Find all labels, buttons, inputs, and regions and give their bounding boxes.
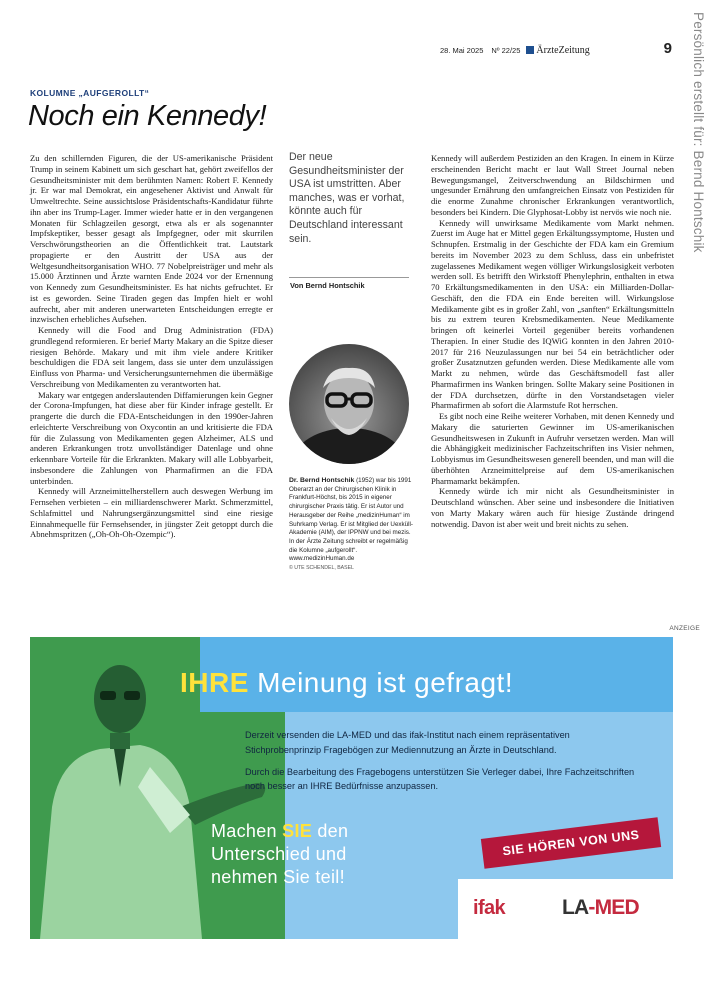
paragraph: Zu den schillernden Figuren, die der US-amerikanische Präsident Trump in seinem Kabinett um sich geschart hat, gehört zweifellos der Gesundheitsminister mit dem berühmten Namen: Robert F. Kennedy jr. Er war mal Demokrat, ein angesehener Aktivist und Anwalt für Umweltrechte. Seine aussichtslose Präsidentschafts-Kandidatur führte ihn aber ins Trump-Lager. Immer wieder hatte er in den vergangenen Monaten für Schlagzeilen gesorgt, etwa als er als sogenannter Impfskeptiker, besser gesagt als Impfgegner, oder mit skurrilen Verschwörungstheorien an die Öffentlichkeit trat. Lautstark propagierte er den Austritt der USA aus der Weltgesundheitsorganisation WHO. 77 Nobelpreisträger und mehr als 15.000 Ärztinnen und Ärzte warnten Ende 2024 vor der Ernennung von Kennedy zum Gesundheitsminister. Es hat nichts gefruchtet. Er ist es geworden. Seine Tiraden gegen das Impfen hielt er wohl aufrecht, aber mit anderen unerwarteten Entscheidungen erregte er inzwischen erhebliches Aufsehen. — [30, 153, 273, 325]
portrait-figure-icon — [289, 344, 409, 464]
author-bio — [289, 477, 414, 573]
paragraph: Kennedy würde ich mir nicht als Gesundheitsminister in Deutschland wünschen. Aber seine und insbesondere die Initiativen von Marty Makary wären auch für hiesige Zustände dringend notwendig. Davon ist aber weit und breit nichts zu sehen. — [431, 486, 674, 529]
bio-website: www.medizinHuman.de — [289, 555, 355, 563]
ifak-logo[interactable]: ifak — [473, 897, 506, 919]
ad-slogan: Machen SIE den Unterschied und nehmen Sie teil! — [211, 821, 349, 887]
paragraph: Es gibt noch eine Reihe weiterer Vorhaben, mit denen Kennedy und Makary die saturierten Gewinner im US-amerikanischen Gesundheitswesen in Zukunft in Aufruhr versetzen werden. Man will die Abhängigkeit medizinischer Fachzeitschriften ins Visier nehmen, Lobbyismus im Gesundheitswesen generell beenden, und man will die überhöhten Arzneimittelpreise auf dem US-amerikanischen Pharmamarkt bekämpfen. — [431, 411, 674, 486]
byline: Von Bernd Hontschik — [290, 281, 365, 290]
personalization-note: Persönlich erstellt für: Bernd Hontschik — [691, 12, 706, 253]
page-header — [440, 42, 672, 58]
author-portrait — [289, 344, 409, 464]
lamed-logo[interactable]: LA-MED — [562, 896, 639, 919]
pull-quote: Der neue Gesundheitsminister der USA ist umstritten. Aber manches, was er vorhat, könnte auch für Deutschland interessant sein. — [289, 151, 405, 245]
publication-logo-icon — [526, 46, 534, 54]
column-kicker: KOLUMNE „AUFGEROLLT“ — [30, 88, 150, 98]
paragraph: Makary war entgegen anderslautenden Diffamierungen kein Gegner der Corona-Impfungen, hat diese aber für Kinder infrage gestellt. Er prangerte die durch die FDA-Entscheidungen in den 1990er-Jahren erleichterte Verschreibung von Oxycontin an und kritisierte die FDA für die Zulassung von Medikamenten gegen Alzheimer, ALS und anderen Erkrankungen trotz unvollständiger Datenlage und ohne erkennbare Vorteile für die Erkrankten. Makary will alle Lobbyarbeit, insbesondere die Zahlungen von Pharmafirmen an die FDA unterbinden. — [30, 389, 273, 486]
issue-date: 28. Mai 2025 — [440, 45, 484, 55]
bio-text: war bis 1991 Oberarzt an der Chirurgischen Klinik in Frankfurt-Höchst, bis 2015 in eigener chirurgischer Praxis tätig. Er ist Autor und Herausgeber der Reihe „medizinHuman“ im Suhrkamp Verlag. Er ist Mitglied der Uexküll-Akademie (AIM), der IPPNW und bei mezis. In der Ärzte Zeitung schreibt er regelmäßig die Kolumne „aufgerollt“. — [289, 477, 414, 554]
photo-credit: © UTE SCHENDEL, BASEL — [289, 565, 354, 572]
article-column-1 — [30, 153, 273, 540]
ad-ribbon[interactable]: SIE HÖREN VON UNS — [481, 817, 661, 868]
ad-label: ANZEIGE — [669, 625, 700, 632]
publication-name: ÄrzteZeitung — [536, 44, 590, 56]
bio-name: Dr. Bernd Hontschik — [289, 477, 355, 484]
article-column-3 — [431, 153, 674, 529]
paragraph: Kennedy will außerdem Pestiziden an den Kragen. In einem in Kürze erscheinenden Bericht macht er laut Wall Street Journal neben Bewegungsmangel, Zeitverschwendung an Bildschirmen und ungesunder Ernährung den umfangreichen Einsatz von Pestiziden für die enorme Zunahme chronischer Erkrankungen verantwortlich, besonders bei Kindern. Die Glyphosat-Lobby ist nervös wie noch nie. — [431, 153, 674, 217]
quote-divider — [289, 277, 409, 278]
ad-logo-panel — [458, 879, 673, 939]
bio-year: (1952) — [356, 477, 375, 484]
ad-paragraph: Derzeit versenden die LA-MED und das ifak-Institut nach einem repräsentativen Stichprobenprinzip Fragebögen zur Mediennutzung an Ärzte in Deutschland. — [245, 730, 570, 755]
article-headline: Noch ein Kennedy! — [28, 100, 267, 132]
paragraph: Kennedy will die Food and Drug Administration (FDA) grundlegend reformieren. Er berief Marty Makary an die Spitze dieser riesigen Behörde. Makary und mit ihm viele andere Kritiker beschuldigen die FDA seit langem, dass sie unter dem unzulässigen Einfluss von Pharma- und Versicherungsunternehmen die übermäßige Verschreibung von Medikamenten zu verantworten hat. — [30, 325, 273, 389]
page-number: 9 — [663, 40, 672, 57]
ad-body — [245, 728, 645, 801]
paragraph: Kennedy will unwirksame Medikamente vom Markt nehmen. Zuerst im Auge hat er Mittel gegen Erkältungssymptome, Husten und Schnupfen. Erstmalig in der Geschichte der FDA kam ein Gremium bereits im November 2023 zu dem Schluss, dass ein unbefristet zugelassenes Medikament wegen völliger Wirkungslosigkeit verboten werden soll. Es betrifft den Wirkstoff Phenylephrin, enthalten in etwa 70 Erkältungsmedikamenten in den USA: ein Milliarden-Dollar-Geschäft, den die FDA ein Ende bereiten will. Wirkungslose Medikamente gibt es in großer Zahl, von „sanften“ Erkältungsmitteln bis zu extrem teuren Krebsmedikamenten. Neue Medikamente bringen oft keinerlei Vorteil gegenüber bereits vorhandenen Therapien. In einer Studie des IQWiG konnten in den Jahren 2010-2017 für 216 Neuzulassungen nur bei 54 ein beträchtlicher oder großer Zusatznutzen gefunden werden. Diese Medikamente alle vom Markt zu nehmen, würde das Geschäftsmodell fast aller Pharmafirmen ins Wanken bringen. Sollte Makary seine Positionen in der FDA durchsetzen, dürfte in den Vorstandsetagen vieler Pharmafirmen ab sofort die Alarmstufe Rot herrschen. — [431, 217, 674, 411]
issue-number: Nº 22/25 — [491, 45, 521, 55]
ad-headline: IHRE Meinung ist gefragt! — [180, 667, 514, 698]
paragraph: Kennedy will Arzneimittelherstellern auch deswegen Werbung im Fernsehen verbieten – ein milliardenschwerer Markt. Schmerzmittel, Schlafmittel und Nahrungsergänzungsmittel sind eine riesige Einnahmequelle für Fernsehsender, in jüngster Zeit getoppt durch die Abnehmspritzen („Oh-Oh-Oh-Ozempic“). — [30, 486, 273, 540]
advertisement[interactable] — [30, 637, 673, 939]
ad-paragraph: Durch die Bearbeitung des Fragebogens unterstützen Sie Verleger dabei, Ihre Fachzeitschriften noch besser an IHRE Bedürfnisse anzupassen. — [245, 766, 635, 792]
